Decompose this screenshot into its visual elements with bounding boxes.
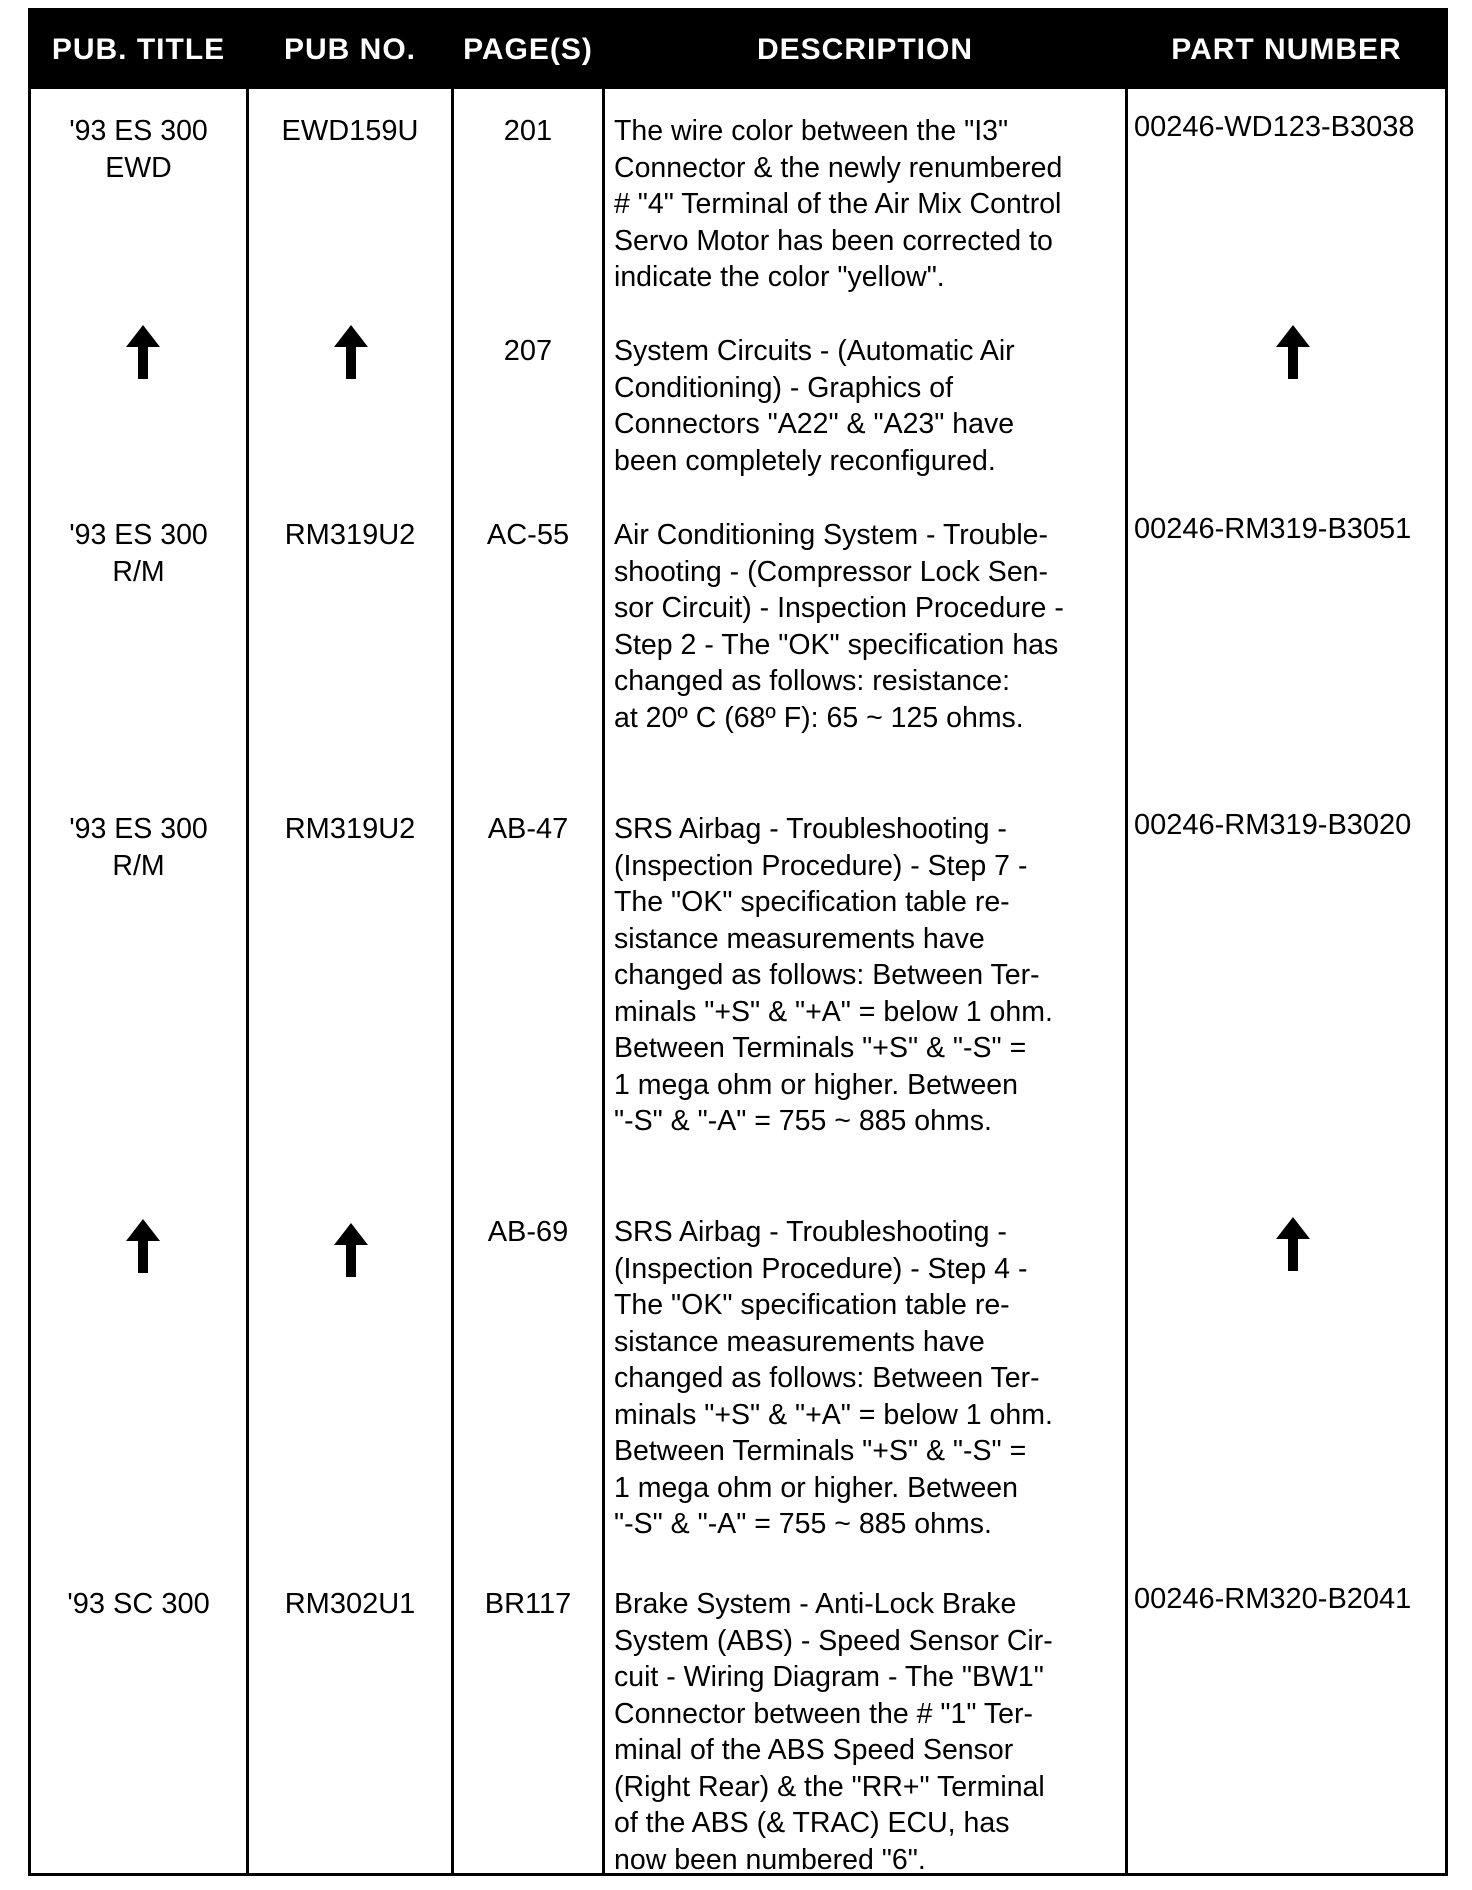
row1-part-number: 00246-WD123-B3038 <box>1134 111 1415 143</box>
column-divider <box>1125 11 1128 1873</box>
row4-pub-title: '93 ES 300 R/M <box>69 813 208 882</box>
row1-page: 201 <box>503 115 553 147</box>
up-arrow-icon <box>123 325 163 379</box>
up-arrow-icon <box>331 325 371 379</box>
column-divider <box>602 11 605 1873</box>
row6-part-number: 00246-RM320-B2041 <box>1134 1583 1412 1615</box>
row4-pub-no: RM319U2 <box>284 813 416 845</box>
row5-page: AB-69 <box>487 1216 569 1248</box>
row2-page: 207 <box>503 335 553 367</box>
row3-page: AC-55 <box>486 519 570 551</box>
header-pub-title: PUB. TITLE <box>51 33 226 66</box>
row3-description: Air Conditioning System - Trouble- shooting - (Compressor Lock Sen- sor Circuit) - Inspection Procedure - Step 2 - The "OK" specification has changed as follows: resistance: at 20º C (68º F): 65 ~ 125 ohms. <box>614 519 1064 734</box>
up-arrow-icon <box>1273 1217 1313 1271</box>
row3-pub-no: RM319U2 <box>284 519 416 551</box>
up-arrow-icon <box>331 1223 371 1277</box>
row3-pub-title: '93 ES 300 R/M <box>69 519 208 588</box>
row5-description: SRS Airbag - Troubleshooting - (Inspection Procedure) - Step 4 - The "OK" specification table re- sistance measurements have changed as follows: Between Ter- minals "+S" & "+A" = below 1 ohm. Between Terminals "+S" & "-S" = 1 mega ohm or higher. Between "-S" & "-A" = 755 ~ 885 ohms. <box>614 1216 1053 1540</box>
row6-pub-title: '93 SC 300 <box>67 1588 210 1620</box>
header-description: DESCRIPTION <box>756 33 974 66</box>
row4-page: AB-47 <box>487 813 569 845</box>
row1-pub-no: EWD159U <box>281 115 419 147</box>
header-pages: PAGE(S) <box>463 33 593 66</box>
header-part-number: PART NUMBER <box>1171 33 1402 66</box>
header-pub-no: PUB NO. <box>283 33 416 66</box>
row2-description: System Circuits - (Automatic Air Conditioning) - Graphics of Connectors "A22" & "A23" have been completely reconfigured. <box>614 335 1015 477</box>
row6-description: Brake System - Anti-Lock Brake System (ABS) - Speed Sensor Cir- cuit - Wiring Diagram - The "BW1" Connector between the # "1" Ter- minal of the ABS Speed Sensor (Right Rear) & the "RR+" Terminal of the ABS (& TRAC) ECU, has now been numbered "6". <box>614 1588 1053 1876</box>
row1-description: The wire color between the "I3" Connector & the newly renumbered # "4" Terminal of the Air Mix Control Servo Motor has been corrected to indicate the color "yellow". <box>614 115 1063 293</box>
row6-pub-no: RM302U1 <box>284 1588 416 1620</box>
row4-description: SRS Airbag - Troubleshooting - (Inspection Procedure) - Step 7 - The "OK" specification table re- sistance measurements have changed as follows: Between Ter- minals "+S" & "+A" = below 1 ohm. Between Terminals "+S" & "-S" = 1 mega ohm or higher. Between "-S" & "-A" = 755 ~ 885 ohms. <box>614 813 1053 1137</box>
up-arrow-icon <box>1273 325 1313 379</box>
row4-part-number: 00246-RM319-B3020 <box>1134 809 1412 841</box>
row3-part-number: 00246-RM319-B3051 <box>1134 513 1412 545</box>
row1-pub-title: '93 ES 300 EWD <box>69 115 208 184</box>
publication-correction-table <box>28 8 1448 1876</box>
table-header <box>31 11 1445 89</box>
row6-page: BR117 <box>484 1588 572 1620</box>
up-arrow-icon <box>123 1219 163 1273</box>
